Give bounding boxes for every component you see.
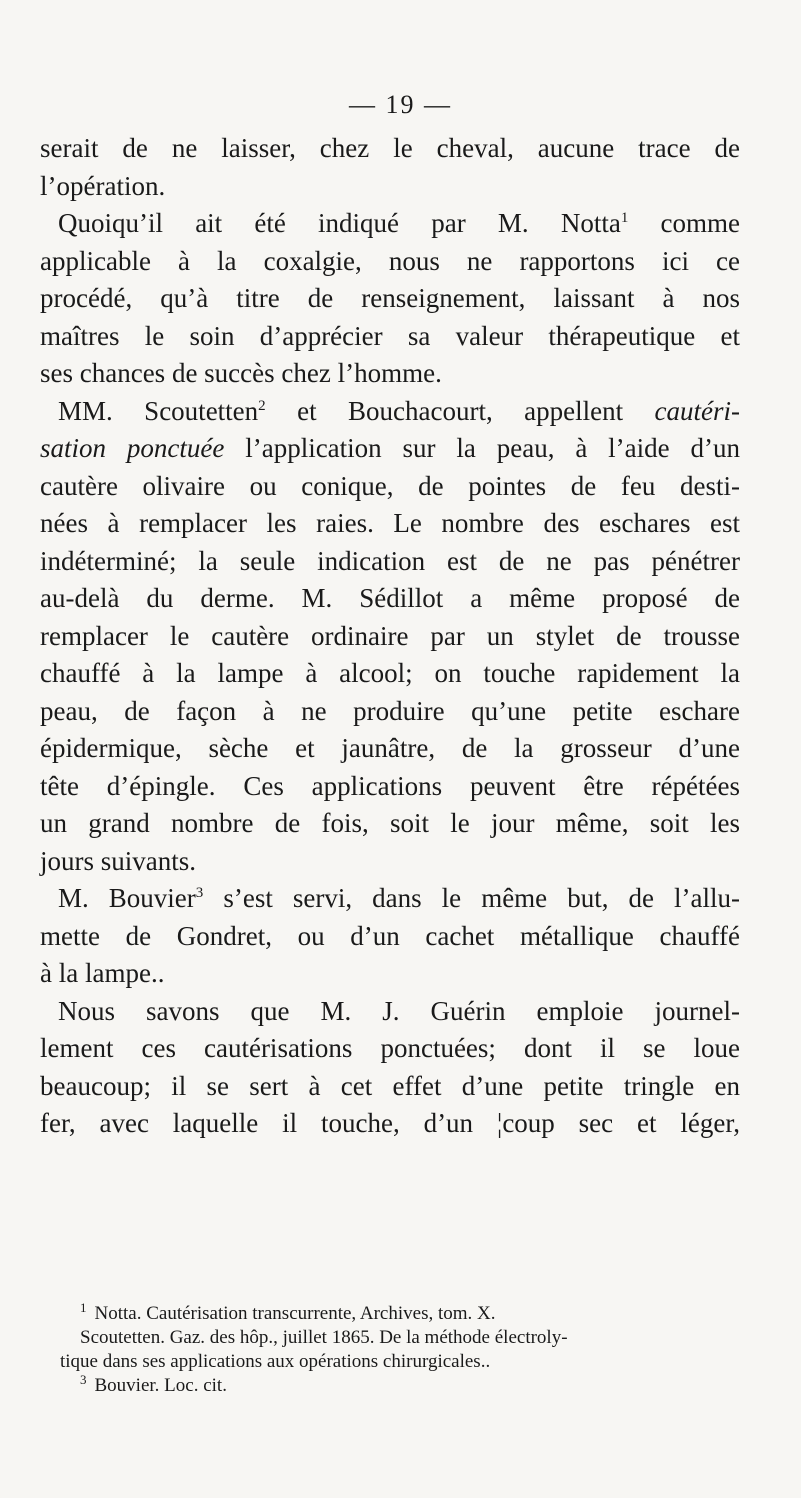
text-line: peau, de façon à ne produire qu’une petite eschare — [40, 695, 740, 726]
text-line: serait de ne laisser, chez le cheval, aucune trace de — [40, 133, 740, 163]
text-line: chauffé à la lampe à alcool; on touche rapidement la — [40, 658, 740, 688]
page-number: — 19 — — [349, 90, 452, 119]
body-text — [40, 130, 740, 1143]
text-line: cautère olivaire ou conique, de pointes de feu desti- — [40, 470, 740, 501]
text-line: tête d’épingle. Ces applications peuvent être répétées — [40, 770, 740, 801]
text-line: indéterminé; la seule indication est de ne pas pénétrer — [40, 545, 740, 576]
text-line: l’opération. — [40, 170, 166, 201]
footnote: tique dans ses applications aux opérations chirurgicales.. — [60, 1351, 491, 1372]
text-line: au-delà du derme. M. Sédillot a même proposé de — [40, 583, 740, 613]
footnote-mark: 1 — [80, 1299, 87, 1315]
text-line: applicable à la coxalgie, nous ne rapportons ici ce — [40, 245, 740, 276]
footnote: Scoutetten. Gaz. des hôp., juillet 1865. De la méthode électroly- — [80, 1327, 568, 1348]
text-line: jours suivants. — [40, 845, 197, 876]
text-line: M. Bouvier$^3$ s’est servi, dans le même but, de l’allu- — [58, 883, 740, 913]
text-line: fer, avec laquelle il touche, d’un ¦coup sec et léger, — [40, 1108, 740, 1138]
text-line: Quoiqu’il ait été indiqué par M. Notta$^1$ comme — [58, 208, 740, 238]
text-line: beaucoup; il se sert à cet effet d’une petite tringle en — [40, 1070, 740, 1101]
footnote-ref: 2 — [258, 397, 266, 414]
text-line: un grand nombre de fois, soit le jour même, soit les — [40, 808, 740, 838]
text-line: sation ponctuée l’application sur la peau, à l’aide d’un — [40, 433, 741, 463]
footnote: $^3$ Bouvier. Loc. cit. — [80, 1371, 227, 1396]
text-line: remplacer le cautère ordinaire par un stylet de trousse — [40, 620, 740, 651]
footnote-ref: 1 — [620, 210, 629, 226]
text-line: procédé, qu’à titre de renseignement, laissant à nos — [40, 283, 740, 313]
text-line: épidermique, sèche et jaunâtre, de la grosseur d’une — [40, 733, 740, 763]
footnotes — [60, 1299, 790, 1398]
text-line: lement ces cautérisations ponctuées; dont il se loue — [40, 1033, 740, 1063]
footnote-ref: 3 — [195, 885, 204, 901]
text-line: Nous savons que M. J. Guérin emploie journel- — [58, 995, 740, 1026]
text-line: ses chances de succès chez l’homme. — [40, 358, 442, 388]
text-line: nées à remplacer les raies. Le nombre des eschares est — [40, 508, 740, 538]
text-line: mette de Gondret, ou d’un cachet métallique chauffé — [40, 920, 740, 951]
text-line: maîtres le soin d’apprécier sa valeur thérapeutique et — [40, 320, 740, 351]
text-line: à la lampe.. — [40, 958, 165, 988]
footnote: $^1$ Notta. Cautérisation transcurrente, Archives, tom. X. — [80, 1299, 496, 1324]
footnote-mark: 3 — [80, 1371, 87, 1387]
text-line: MM. Scoutetten$^2$ et Bouchacourt, appellent cautéri- — [58, 395, 740, 426]
